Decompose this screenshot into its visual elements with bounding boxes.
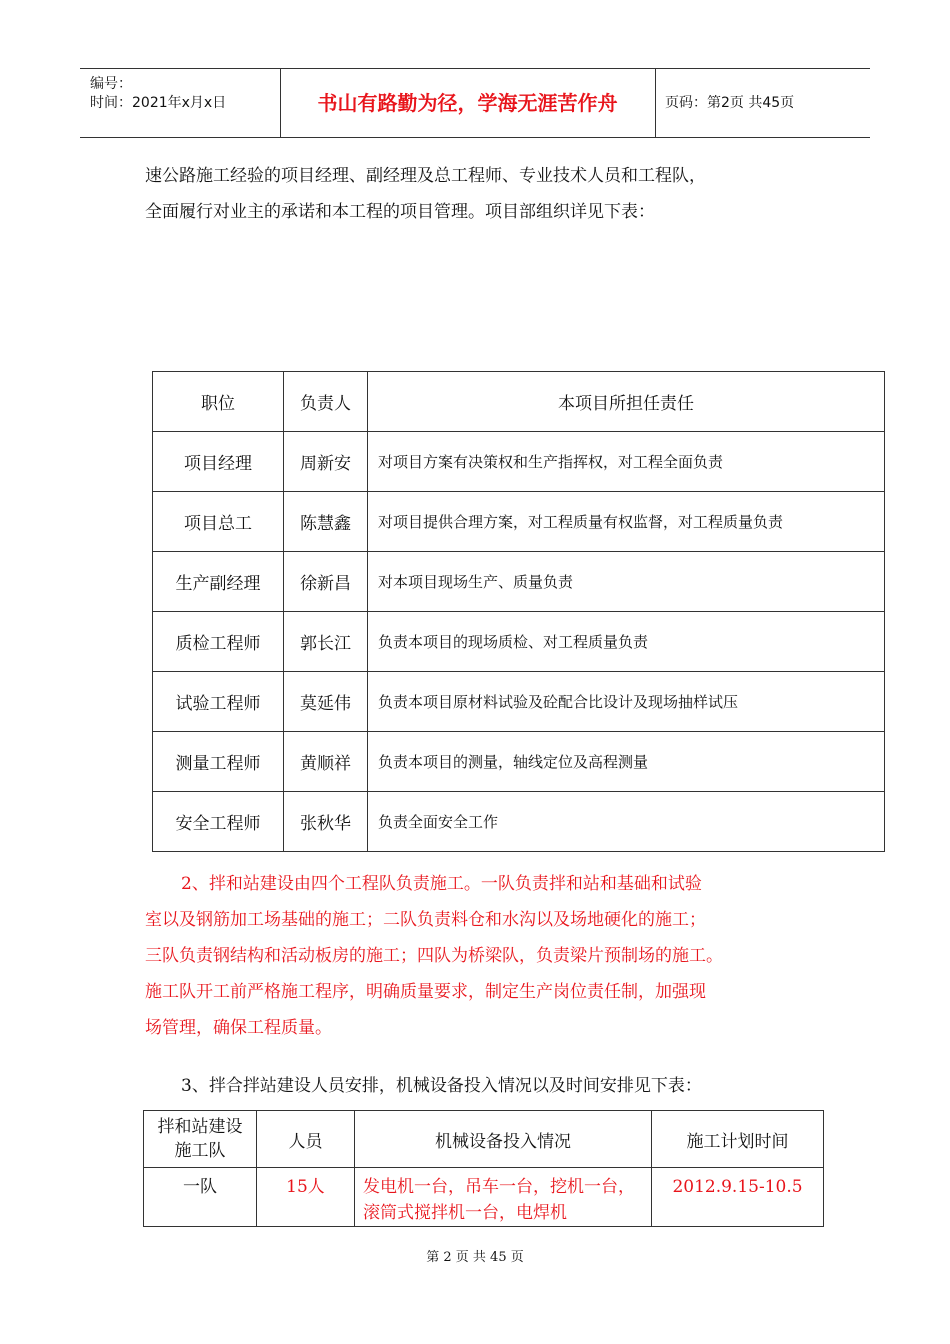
position-cell: 安全工程师 — [153, 792, 284, 852]
header-cell: 施工计划时间 — [652, 1111, 824, 1168]
duty-cell: 负责全面安全工作 — [368, 792, 885, 852]
org-table — [152, 371, 885, 852]
person-cell: 莫延伟 — [284, 672, 368, 732]
duty-cell: 对项目提供合理方案，对工程质量有权监督，对工程质量负责 — [368, 492, 885, 552]
section-2-line: 室以及钢筋加工场基础的施工；二队负责料仓和水沟以及场地硬化的施工； — [145, 910, 706, 930]
duty-cell: 对本项目现场生产、质量负责 — [368, 552, 885, 612]
section-2-line: 三队负责钢结构和活动板房的施工；四队为桥梁队，负责梁片预制场的施工。 — [145, 946, 723, 966]
number-label: 编号： — [90, 76, 132, 92]
position-cell: 测量工程师 — [153, 732, 284, 792]
header-meta — [80, 69, 281, 137]
equipment-cell: 发电机一台，吊车一台，挖机一台，滚筒式搅拌机一台，电焊机 — [355, 1168, 652, 1227]
section-3-title: 3、拌合拌站建设人员安排，机械设备投入情况以及时间安排见下表： — [181, 1076, 702, 1096]
table-row — [144, 1168, 824, 1227]
duty-cell: 负责本项目原材料试验及砼配合比设计及现场抽样试压 — [368, 672, 885, 732]
table-header-row — [153, 372, 885, 432]
date-label: 时间：2021年x月x日 — [90, 95, 227, 111]
team-cell: 一队 — [144, 1168, 257, 1227]
section-2-paragraph — [145, 868, 723, 1045]
duty-cell: 对项目方案有决策权和生产指挥权，对工程全面负责 — [368, 432, 885, 492]
section-2-line: 2、拌和站建设由四个工程队负责施工。一队负责拌和站和基础和试验 — [181, 874, 702, 894]
intro-line: 速公路施工经验的项目经理、副经理及总工程师、专业技术人员和工程队， — [145, 166, 706, 186]
section-2-line: 施工队开工前严格施工程序，明确质量要求，制定生产岗位责任制，加强现 — [145, 982, 706, 1002]
table-row — [153, 672, 885, 732]
table-row — [153, 492, 885, 552]
header-cell: 本项目所担任责任 — [368, 372, 885, 432]
schedule-cell: 2012.9.15-10.5 — [652, 1168, 824, 1227]
section-2-line: 场管理，确保工程质量。 — [145, 1018, 332, 1038]
intro-paragraph — [145, 160, 706, 229]
header-cell: 人员 — [257, 1111, 355, 1168]
team-table — [143, 1110, 824, 1227]
intro-line: 全面履行对业主的承诺和本工程的项目管理。项目部组织详见下表： — [145, 202, 655, 222]
table-header-row — [144, 1111, 824, 1168]
header-cell: 机械设备投入情况 — [355, 1111, 652, 1168]
table-row — [153, 612, 885, 672]
position-cell: 项目总工 — [153, 492, 284, 552]
person-cell: 张秋华 — [284, 792, 368, 852]
header-cell: 职位 — [153, 372, 284, 432]
person-cell: 黄顺祥 — [284, 732, 368, 792]
person-cell: 郭长江 — [284, 612, 368, 672]
duty-cell: 负责本项目的现场质检、对工程质量负责 — [368, 612, 885, 672]
table-row — [153, 732, 885, 792]
person-cell: 徐新昌 — [284, 552, 368, 612]
position-cell: 生产副经理 — [153, 552, 284, 612]
duty-cell: 负责本项目的测量，轴线定位及高程测量 — [368, 732, 885, 792]
position-cell: 质检工程师 — [153, 612, 284, 672]
page-footer: 第 2 页 共 45 页 — [426, 1250, 524, 1265]
position-cell: 试验工程师 — [153, 672, 284, 732]
header-page-info: 页码：第2页 共45页 — [665, 95, 795, 111]
person-cell: 陈慧鑫 — [284, 492, 368, 552]
header-cell: 拌和站建设施工队 — [144, 1111, 257, 1168]
table-row — [153, 792, 885, 852]
header-cell: 负责人 — [284, 372, 368, 432]
header-motto: 书山有路勤为径，学海无涯苦作舟 — [280, 69, 656, 137]
page-header — [80, 68, 870, 138]
table-row — [153, 432, 885, 492]
person-cell: 周新安 — [284, 432, 368, 492]
staff-cell: 15人 — [257, 1168, 355, 1227]
position-cell: 项目经理 — [153, 432, 284, 492]
table-row — [153, 552, 885, 612]
